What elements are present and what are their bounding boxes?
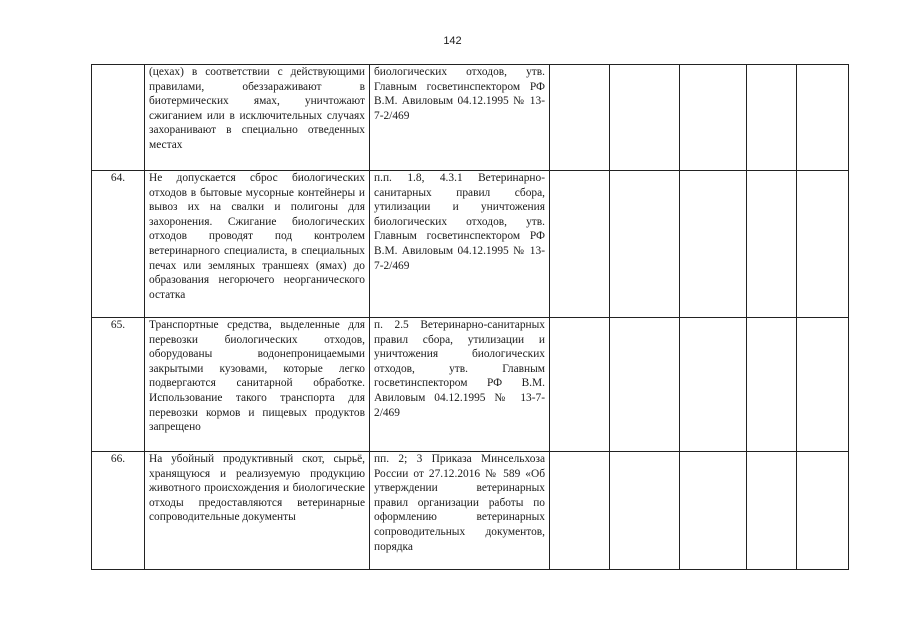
empty-cell bbox=[610, 452, 680, 570]
table-row bbox=[92, 171, 849, 318]
row-number: 64. bbox=[92, 171, 145, 318]
empty-cell bbox=[550, 65, 610, 171]
empty-cell bbox=[747, 171, 797, 318]
empty-cell bbox=[797, 65, 849, 171]
empty-cell bbox=[747, 65, 797, 171]
empty-cell bbox=[550, 171, 610, 318]
empty-cell bbox=[797, 171, 849, 318]
table-row bbox=[92, 452, 849, 570]
empty-cell bbox=[680, 318, 747, 452]
requirement-text: (цехах) в соответствии с действующими правилами, обеззараживают в биотермических ямах, уничтожают сжиганием или в исключительных случаях захоранивают в специально отведенных местах bbox=[145, 65, 370, 171]
legal-basis-text: п.п. 1.8, 4.3.1 Ветеринарно-санитарных правил сбора, утилизации и уничтожения биологических отходов, утв. Главным госветинспектором РФ В.М. Авиловым 04.12.1995 № 13-7-2/469 bbox=[370, 171, 550, 318]
empty-cell bbox=[747, 318, 797, 452]
legal-basis-text: биологических отходов, утв. Главным госветинспектором РФ В.М. Авиловым 04.12.1995 № 13-7-2/469 bbox=[370, 65, 550, 171]
empty-cell bbox=[680, 65, 747, 171]
row-number bbox=[92, 65, 145, 171]
table-row bbox=[92, 318, 849, 452]
empty-cell bbox=[797, 318, 849, 452]
row-number: 66. bbox=[92, 452, 145, 570]
empty-cell bbox=[797, 452, 849, 570]
empty-cell bbox=[680, 171, 747, 318]
empty-cell bbox=[550, 318, 610, 452]
requirements-table bbox=[91, 64, 849, 570]
empty-cell bbox=[747, 452, 797, 570]
requirement-text: Транспортные средства, выделенные для перевозки биологических отходов, оборудованы водонепроницаемыми закрытыми кузовами, которые легко подвергаются санитарной обработке. Использование такого транспорта для перевозки кормов и пищевых продуктов запрещено bbox=[145, 318, 370, 452]
empty-cell bbox=[680, 452, 747, 570]
empty-cell bbox=[610, 65, 680, 171]
page-number: 142 bbox=[443, 35, 462, 47]
empty-cell bbox=[610, 171, 680, 318]
legal-basis-text: пп. 2; 3 Приказа Минсельхоза России от 27.12.2016 № 589 «Об утверждении ветеринарных правил организации работы по оформлению ветеринарных сопроводительных документов, порядка bbox=[370, 452, 550, 570]
requirement-text: Не допускается сброс биологических отходов в бытовые мусорные контейнеры и вывоз их на свалки и полигоны для захоронения. Сжигание биологических отходов проводят под контролем ветеринарного специалиста, в специальных печах или земляных траншеях (ямах) до образования негорючего неорганического остатка bbox=[145, 171, 370, 318]
empty-cell bbox=[610, 318, 680, 452]
empty-cell bbox=[550, 452, 610, 570]
legal-basis-text: п. 2.5 Ветеринарно-санитарных правил сбора, утилизации и уничтожения биологических отходов, утв. Главным госветинспектором РФ В.М. Авиловым 04.12.1995 № 13-7-2/469 bbox=[370, 318, 550, 452]
requirement-text: На убойный продуктивный скот, сырьё, хранящуюся и реализуемую продукцию животного происхождения и биологические отходы предоставляются ветеринарные сопроводительные документы bbox=[145, 452, 370, 570]
table-row bbox=[92, 65, 849, 171]
row-number: 65. bbox=[92, 318, 145, 452]
